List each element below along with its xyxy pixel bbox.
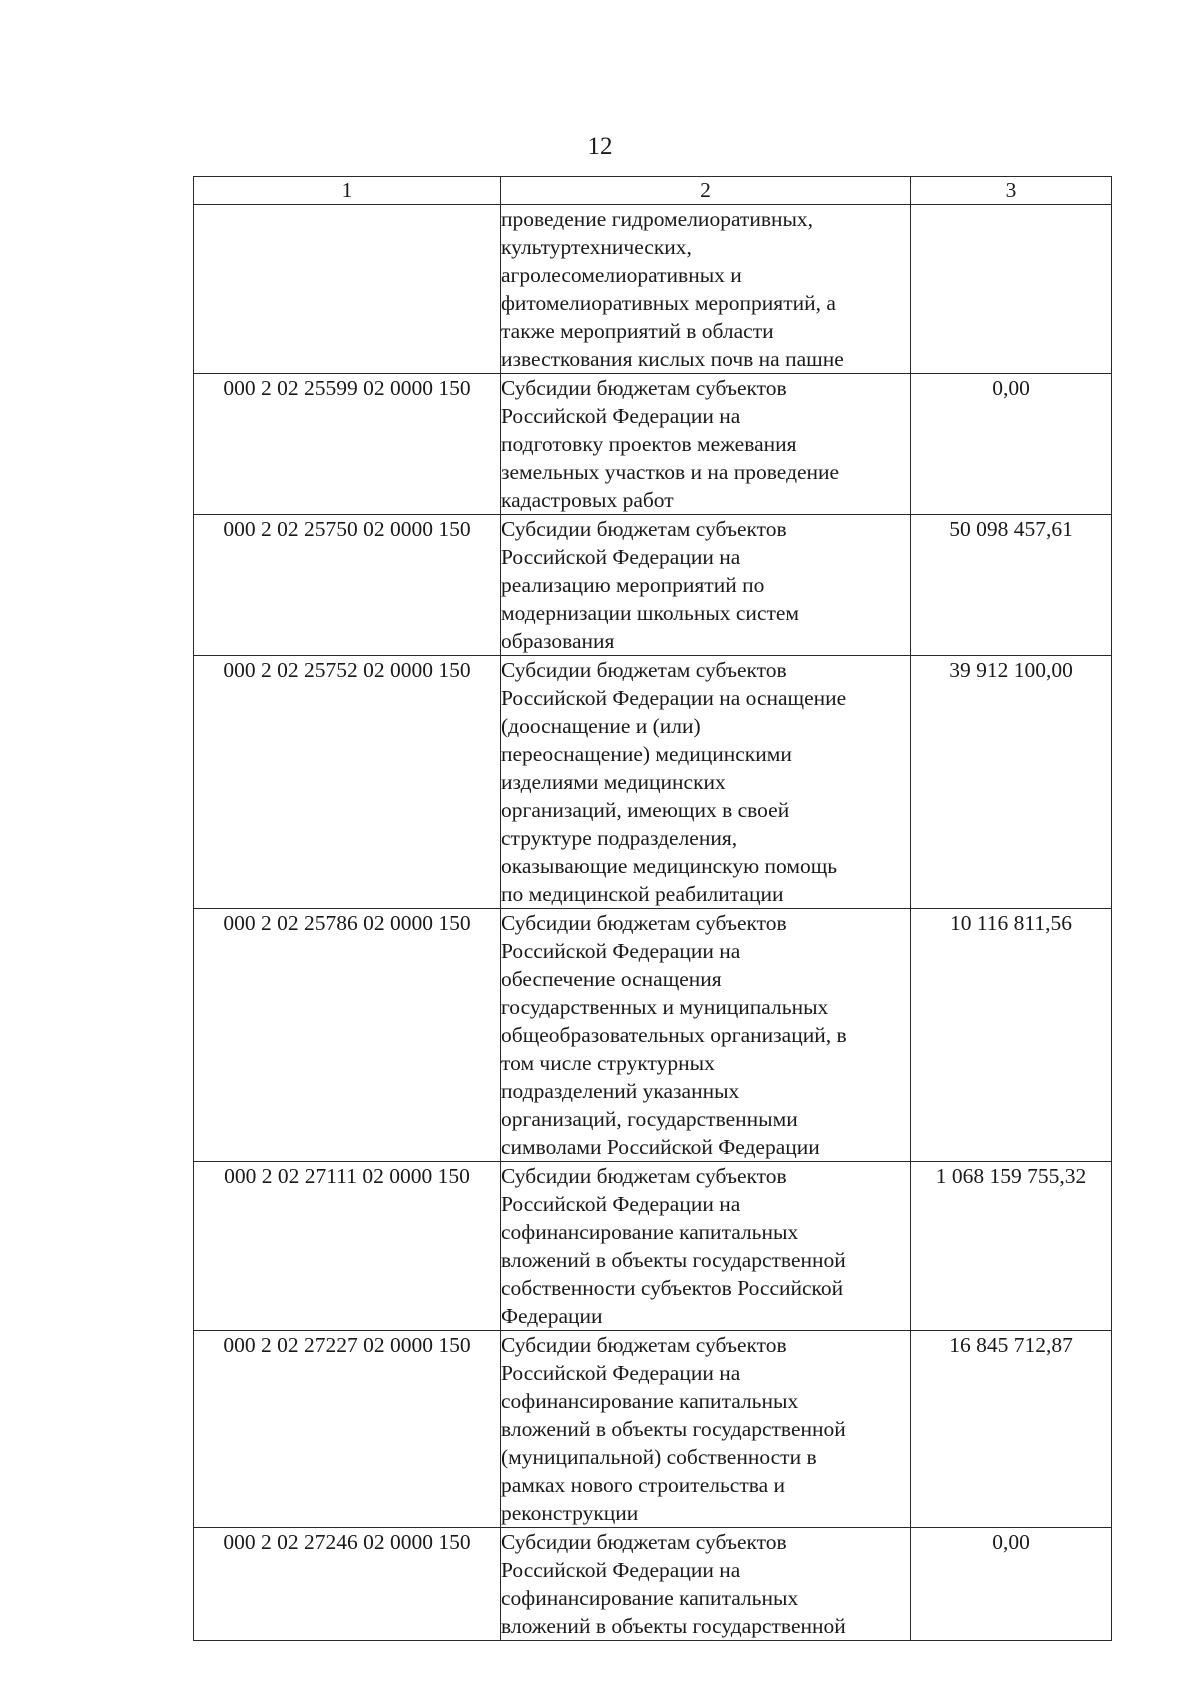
description-line: Субсидии бюджетам субъектов (501, 1530, 787, 1554)
description-line: Субсидии бюджетам субъектов (501, 911, 787, 935)
description-line: (дооснащение и (или) (501, 714, 701, 738)
table-row (194, 656, 1112, 909)
description-line: Российской Федерации на (501, 1192, 741, 1216)
description-line: софинансирование капитальных (501, 1220, 799, 1244)
column-header-description: 2 (501, 177, 911, 205)
amount-cell: 0,00 (911, 374, 1112, 515)
budget-code-cell: 000 2 02 25750 02 0000 150 (194, 515, 501, 656)
description-cell (501, 1528, 911, 1641)
table-header-row (194, 177, 1112, 205)
description-line: модернизации школьных систем (501, 601, 800, 625)
budget-code-cell: 000 2 02 27246 02 0000 150 (194, 1528, 501, 1641)
description-line: рамках нового строительства и (501, 1473, 786, 1497)
description-line: Субсидии бюджетам субъектов (501, 1164, 787, 1188)
description-line: культуртехнических, (501, 235, 692, 259)
column-header-amount: 3 (911, 177, 1112, 205)
table-row (194, 515, 1112, 656)
budget-table (193, 176, 1112, 1641)
description-line: изделиями медицинских (501, 770, 726, 794)
description-line: вложений в объекты государственной (501, 1614, 846, 1638)
budget-code-cell: 000 2 02 25752 02 0000 150 (194, 656, 501, 909)
description-line: софинансирование капитальных (501, 1389, 799, 1413)
budget-code-cell: 000 2 02 27227 02 0000 150 (194, 1331, 501, 1528)
amount-cell (911, 205, 1112, 374)
description-line: общеобразовательных организаций, в (501, 1023, 847, 1047)
table-row (194, 1528, 1112, 1641)
table-row (194, 205, 1112, 374)
description-cell (501, 374, 911, 515)
column-header-code: 1 (194, 177, 501, 205)
description-cell (501, 515, 911, 656)
description-cell (501, 1162, 911, 1331)
description-cell (501, 656, 911, 909)
description-line: по медицинской реабилитации (501, 882, 784, 906)
description-line: Российской Федерации на (501, 404, 741, 428)
amount-cell: 39 912 100,00 (911, 656, 1112, 909)
description-line: символами Российской Федерации (501, 1135, 820, 1159)
description-line: том числе структурных (501, 1051, 715, 1075)
description-line: Российской Федерации на (501, 545, 741, 569)
description-line: фитомелиоративных мероприятий, а (501, 291, 836, 315)
description-line: вложений в объекты государственной (501, 1248, 846, 1272)
description-line: собственности субъектов Российской (501, 1276, 844, 1300)
description-line: Российской Федерации на оснащение (501, 686, 847, 710)
table-row (194, 1331, 1112, 1528)
description-line: обеспечение оснащения (501, 967, 722, 991)
description-line: кадастровых работ (501, 488, 674, 512)
amount-cell: 1 068 159 755,32 (911, 1162, 1112, 1331)
description-line: известкования кислых почв на пашне (501, 347, 844, 371)
description-line: Российской Федерации на (501, 1558, 741, 1582)
amount-cell: 50 098 457,61 (911, 515, 1112, 656)
description-line: образования (501, 629, 615, 653)
amount-cell: 10 116 811,56 (911, 909, 1112, 1162)
description-cell (501, 909, 911, 1162)
budget-code-cell: 000 2 02 25599 02 0000 150 (194, 374, 501, 515)
amount-cell: 0,00 (911, 1528, 1112, 1641)
description-line: (муниципальной) собственности в (501, 1445, 817, 1469)
description-line: организаций, имеющих в своей (501, 798, 790, 822)
description-line: переоснащение) медицинскими (501, 742, 792, 766)
table-row (194, 1162, 1112, 1331)
budget-code-cell: 000 2 02 27111 02 0000 150 (194, 1162, 501, 1331)
description-line: Субсидии бюджетам субъектов (501, 1333, 787, 1357)
description-line: оказывающие медицинскую помощь (501, 854, 838, 878)
description-line: также мероприятий в области (501, 319, 774, 343)
description-line: государственных и муниципальных (501, 995, 829, 1019)
page-number: 12 (587, 133, 613, 160)
description-line: Субсидии бюджетам субъектов (501, 517, 787, 541)
description-cell (501, 1331, 911, 1528)
amount-cell: 16 845 712,87 (911, 1331, 1112, 1528)
description-line: Субсидии бюджетам субъектов (501, 376, 787, 400)
description-line: структуре подразделения, (501, 826, 738, 850)
description-line: Субсидии бюджетам субъектов (501, 658, 787, 682)
description-cell (501, 205, 911, 374)
description-line: Российской Федерации на (501, 1361, 741, 1385)
table-row (194, 374, 1112, 515)
description-line: Российской Федерации на (501, 939, 741, 963)
description-line: Федерации (501, 1304, 603, 1328)
description-line: реализацию мероприятий по (501, 573, 765, 597)
description-line: земельных участков и на проведение (501, 460, 840, 484)
description-line: софинансирование капитальных (501, 1586, 799, 1610)
table-row (194, 909, 1112, 1162)
description-line: вложений в объекты государственной (501, 1417, 846, 1441)
description-line: агролесомелиоративных и (501, 263, 742, 287)
description-line: организаций, государственными (501, 1107, 798, 1131)
description-line: подразделений указанных (501, 1079, 740, 1103)
description-line: проведение гидромелиоративных, (501, 207, 814, 231)
description-line: реконструкции (501, 1501, 639, 1525)
budget-code-cell (194, 205, 501, 374)
description-line: подготовку проектов межевания (501, 432, 797, 456)
budget-code-cell: 000 2 02 25786 02 0000 150 (194, 909, 501, 1162)
